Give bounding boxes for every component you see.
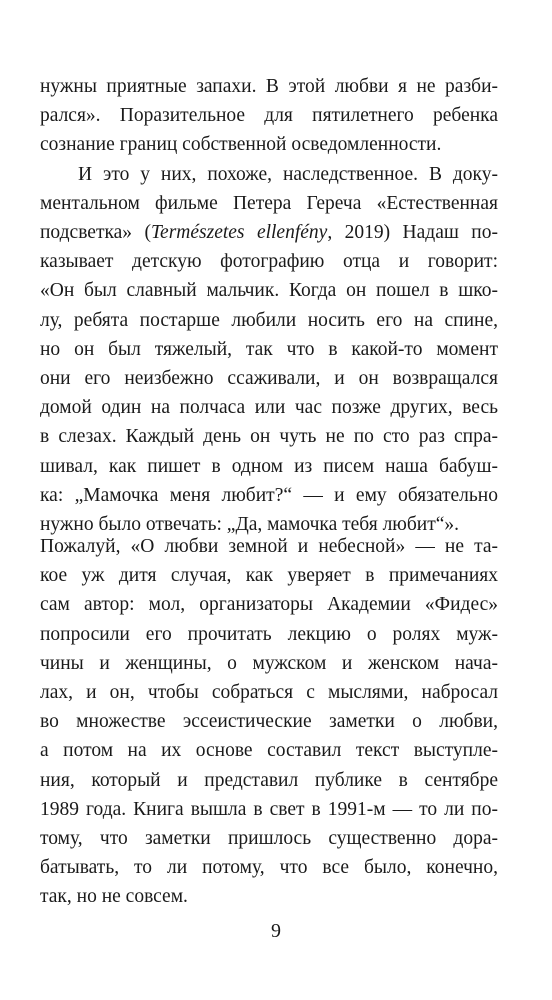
text-line: подсветка» (Természetes ellenfény, 2019) Надаш по- [40,222,498,244]
text-line: а потом на их основе составил текст выступле- [40,740,498,762]
text-line: шивал, как пишет в одном из писем наша бабуш- [40,455,498,477]
text-line: чины и женщины, о мужском и женском нача- [40,652,498,674]
text-line: но он был тяжелый, так что в какой-то момент [40,338,498,360]
text-line: во множестве эссеистические заметки о любви, [40,711,498,733]
text-line: они его неизбежно ссаживали, и он возвращался [40,368,498,390]
text-line: батывать, то ли потому, что все было, конечно, [40,857,498,879]
text-line: ка: „Мамочка меня любит?“ — и ему обязательно [40,484,498,506]
text-line: казывает детскую фотографию отца и говорит: [40,251,498,273]
text-line: тому, что заметки пришлось существенно дора- [40,828,498,850]
text-line: домой один на полчаса или час позже других, весь [40,397,498,419]
text-line: так, но не совсем. [40,886,188,908]
text-line: ментальном фильме Петера Гереча «Естественная [40,192,498,214]
text-line: лах, и он, чтобы собраться с мыслями, набросал [40,682,498,704]
text-line: 1989 года. Книга вышла в свет в 1991-м — то ли по- [40,798,498,820]
text-line: в слезах. Каждый день он чуть не по сто раз спра- [40,426,498,448]
page-number: 9 [271,920,281,942]
paragraph-3 [40,532,498,912]
text-line: кое уж дитя случая, как уверяет в примечаниях [40,565,498,587]
text-line: ния, который и представил публике в сентябре [40,769,498,791]
text-line: И это у них, похоже, наследственное. В доку- [78,163,498,185]
text-line: лу, ребята постарше любили носить его на спине, [40,309,498,331]
paragraph-2 [40,160,498,540]
paragraph-1 [40,72,498,160]
text-block-bottom [40,532,498,912]
text-line: рался». Поразительное для пятилетнего ребенка [40,105,498,127]
text-line: попросили его прочитать лекцию о ролях муж- [40,623,498,645]
text-line: нужно было отвечать: „Да, мамочка тебя любит“». [40,514,460,536]
text-line: Пожалуй, «О любви земной и небесной» — не та- [40,536,498,557]
text-line: сознание границ собственной осведомленности. [40,134,442,156]
text-line: сам автор: мол, организаторы Академии «Фидес» [40,594,498,616]
text-block-top [40,72,498,539]
film-title: Természetes ellenfény [150,222,328,244]
text-line: «Он был славный мальчик. Когда он пошел в шко- [40,280,498,302]
text-line: нужны приятные запахи. В этой любви я не разби- [40,76,498,97]
